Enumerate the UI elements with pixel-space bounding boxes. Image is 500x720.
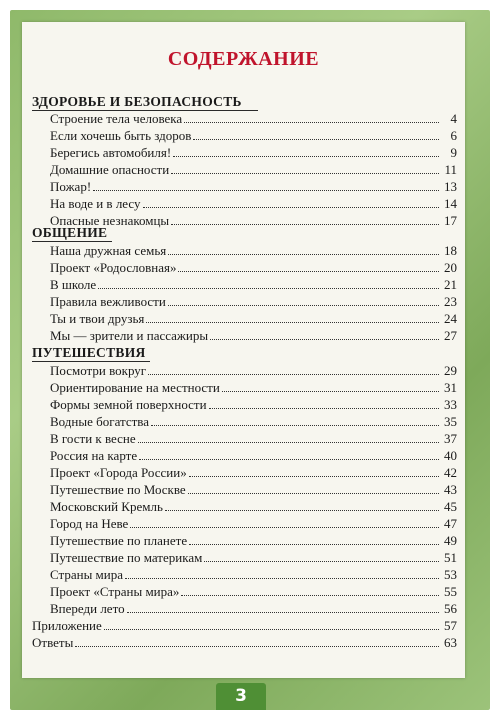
toc-page: 42 [444, 465, 457, 480]
toc-leader [104, 629, 439, 630]
toc-page: 55 [444, 584, 457, 599]
toc-row [50, 277, 457, 293]
toc-label: Водные богатства [50, 414, 150, 429]
toc-row [50, 533, 457, 549]
toc-row-appendix [32, 618, 457, 634]
toc-label: Проект «Родословная» [50, 260, 177, 275]
toc-leader [127, 612, 439, 613]
toc-page: 53 [444, 567, 457, 582]
toc-row [50, 196, 457, 212]
toc-leader [189, 544, 439, 545]
toc-page: 57 [444, 618, 457, 633]
page-title: СОДЕРЖАНИЕ [167, 48, 320, 70]
toc-page: 33 [444, 397, 457, 412]
toc-leader [171, 173, 439, 174]
toc-leader [148, 374, 439, 375]
toc-label: Опасные незнакомцы [50, 213, 170, 228]
toc-page: 49 [444, 533, 457, 548]
toc-row [50, 465, 457, 481]
toc-leader [189, 476, 439, 477]
toc-row [50, 162, 457, 178]
section-underline [32, 241, 112, 242]
toc-label: Если хочешь быть здоров [50, 128, 192, 143]
toc-leader [146, 322, 439, 323]
toc-page: 51 [444, 550, 457, 565]
toc-row [50, 311, 457, 327]
toc-label: Правила вежливости [50, 294, 166, 309]
toc-page: 56 [444, 601, 457, 616]
toc-row [50, 145, 457, 161]
toc-leader [209, 408, 439, 409]
toc-label: Путешествие по Москве [50, 482, 186, 497]
toc-label: В школе [50, 277, 97, 292]
toc-leader [165, 510, 439, 511]
toc-page: 17 [444, 213, 457, 228]
toc-leader [188, 493, 439, 494]
toc-row [50, 179, 457, 195]
toc-row [50, 431, 457, 447]
section-underline [32, 361, 150, 362]
toc-leader [181, 595, 439, 596]
toc-row [50, 482, 457, 498]
toc-row [50, 294, 457, 310]
toc-label: Приложение [32, 618, 102, 633]
toc-page: 11 [444, 162, 457, 177]
toc-leader [173, 156, 439, 157]
toc-label: Ты и твои друзья [50, 311, 145, 326]
toc-leader [75, 646, 439, 647]
toc-row [50, 567, 457, 583]
toc-row [50, 550, 457, 566]
toc-label: Впереди лето [50, 601, 125, 616]
toc-row [50, 363, 457, 379]
toc-page: 14 [444, 196, 457, 211]
toc-row [50, 213, 457, 229]
toc-page: 24 [444, 311, 457, 326]
toc-label: Страны мира [50, 567, 124, 582]
toc-label: Ориентирование на местности [50, 380, 220, 395]
toc-label: Строение тела человека [50, 111, 183, 126]
toc-label: Ответы [32, 635, 74, 650]
toc-page: 63 [444, 635, 457, 650]
toc-page: 37 [444, 431, 457, 446]
toc-row [50, 128, 457, 144]
toc-label: Наша дружная семья [50, 243, 167, 258]
toc-page: 20 [444, 260, 457, 275]
toc-row [50, 499, 457, 515]
toc-leader [139, 459, 439, 460]
toc-page: 9 [450, 145, 457, 160]
section-heading-health: ЗДОРОВЬЕ И БЕЗОПАСНОСТЬ [32, 94, 242, 109]
toc-row [50, 448, 457, 464]
toc-label: Путешествие по планете [50, 533, 188, 548]
toc-page: 35 [444, 414, 457, 429]
toc-label: Город на Неве [50, 516, 129, 531]
toc-row [50, 516, 457, 532]
toc-page: 45 [444, 499, 457, 514]
toc-leader [168, 305, 439, 306]
toc-page: 4 [450, 111, 457, 126]
toc-label: Пожар! [50, 179, 92, 194]
toc-label: На воде и в лесу [50, 196, 141, 211]
toc-page: 21 [444, 277, 457, 292]
toc-label: Берегись автомобиля! [50, 145, 172, 160]
toc-row [50, 584, 457, 600]
toc-leader [138, 442, 439, 443]
toc-leader [171, 224, 439, 225]
toc-page: 47 [444, 516, 457, 531]
toc-leader [178, 271, 439, 272]
toc-label: Россия на карте [50, 448, 138, 463]
page-number-badge: 3 [216, 683, 266, 710]
section-heading-communication: ОБЩЕНИЕ [32, 225, 108, 240]
toc-page: 23 [444, 294, 457, 309]
toc-leader [184, 122, 439, 123]
toc-page: 13 [444, 179, 457, 194]
toc-page: 18 [444, 243, 457, 258]
toc-row [50, 397, 457, 413]
toc-row [50, 328, 457, 344]
toc-leader [168, 254, 439, 255]
toc-leader [151, 425, 439, 426]
toc-row [50, 243, 457, 259]
toc-label: Путешествие по материкам [50, 550, 203, 565]
toc-page: 40 [444, 448, 457, 463]
toc-page: 27 [444, 328, 457, 343]
toc-row [50, 260, 457, 276]
toc-row [50, 601, 457, 617]
toc-leader [210, 339, 439, 340]
toc-row [50, 414, 457, 430]
toc-row [50, 111, 457, 127]
toc-label: Формы земной поверхности [50, 397, 207, 412]
toc-label: Проект «Страны мира» [50, 584, 180, 599]
toc-row-answers [32, 635, 457, 651]
toc-label: Домашние опасности [50, 162, 170, 177]
toc-page: 43 [444, 482, 457, 497]
toc-label: Посмотри вокруг [50, 363, 147, 378]
toc-leader [204, 561, 439, 562]
toc-label: Мы — зрители и пассажиры [50, 328, 209, 343]
toc-leader [143, 207, 440, 208]
toc-leader [130, 527, 439, 528]
toc-page: 29 [444, 363, 457, 378]
toc-leader [222, 391, 439, 392]
toc-page: 6 [450, 128, 457, 143]
toc-label: Московский Кремль [50, 499, 163, 514]
toc-label: Проект «Города России» [50, 465, 187, 480]
toc-label: В гости к весне [50, 431, 136, 446]
toc-leader [193, 139, 439, 140]
toc-leader [98, 288, 439, 289]
section-heading-travel: ПУТЕШЕСТВИЯ [32, 345, 146, 360]
toc-leader [93, 190, 439, 191]
book-page [22, 22, 465, 678]
toc-page: 31 [444, 380, 457, 395]
toc-row [50, 380, 457, 396]
toc-leader [125, 578, 439, 579]
